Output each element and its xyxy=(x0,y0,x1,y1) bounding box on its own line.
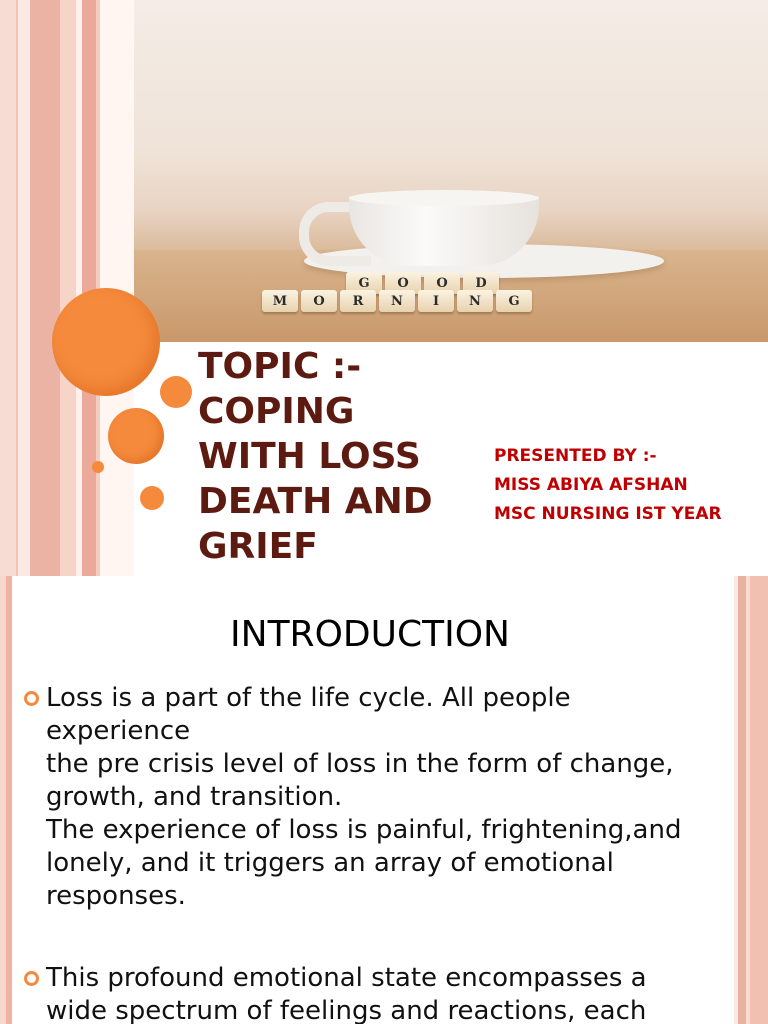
paragraph-line: the pre crisis level of loss in the form of change, xyxy=(46,749,674,779)
letter-die: O xyxy=(385,272,421,294)
letter-die: G xyxy=(346,272,382,294)
letter-die: I xyxy=(418,290,454,312)
paragraph-line: The experience of loss is painful, frightening,and xyxy=(46,815,682,845)
paragraph-line: This profound emotional state encompasses a xyxy=(46,963,647,993)
topic-title xyxy=(198,344,488,569)
paragraph-line: wide spectrum of feelings and reactions, each xyxy=(46,996,647,1024)
presenter-line: PRESENTED BY :- xyxy=(494,446,657,466)
presenter-info xyxy=(494,442,764,529)
decorative-circle xyxy=(92,461,104,473)
coffee-cup xyxy=(349,196,539,266)
bullet-paragraph xyxy=(24,962,732,1024)
presenter-line: MSC NURSING IST YEAR xyxy=(494,504,722,524)
cup-rim xyxy=(349,190,539,206)
paragraph-line: growth, and transition. xyxy=(46,782,343,812)
slide-title: INTRODUCTION xyxy=(230,614,510,655)
letter-die: G xyxy=(496,290,532,312)
letter-die: R xyxy=(340,290,376,312)
paragraph-line: experience xyxy=(46,716,191,746)
topic-line: COPING xyxy=(198,391,355,432)
letter-die: O xyxy=(301,290,337,312)
decorative-circle xyxy=(160,376,192,408)
topic-line: WITH LOSS xyxy=(198,436,421,477)
dice-row-bottom xyxy=(262,290,532,312)
paragraph-line: responses. xyxy=(46,881,186,911)
bullet-circle-icon xyxy=(24,691,39,706)
letter-die: D xyxy=(463,272,499,294)
letter-die: N xyxy=(379,290,415,312)
topic-line: GRIEF xyxy=(198,526,318,567)
bullet-paragraph xyxy=(24,682,732,913)
decorative-circle xyxy=(52,288,160,396)
topic-line: DEATH AND xyxy=(198,481,433,522)
letter-die: N xyxy=(457,290,493,312)
decorative-circle xyxy=(140,486,164,510)
letter-die: O xyxy=(424,272,460,294)
paragraph-line: Loss is a part of the life cycle. All people xyxy=(46,683,571,713)
bullet-circle-icon xyxy=(24,971,39,986)
presenter-line: MISS ABIYA AFSHAN xyxy=(494,475,688,495)
introduction-slide xyxy=(0,576,768,1024)
letter-die: M xyxy=(262,290,298,312)
good-morning-photo xyxy=(134,0,768,342)
topic-line: TOPIC :- xyxy=(198,346,362,387)
decorative-circle xyxy=(108,408,164,464)
paragraph-line: lonely, and it triggers an array of emotional xyxy=(46,848,614,878)
